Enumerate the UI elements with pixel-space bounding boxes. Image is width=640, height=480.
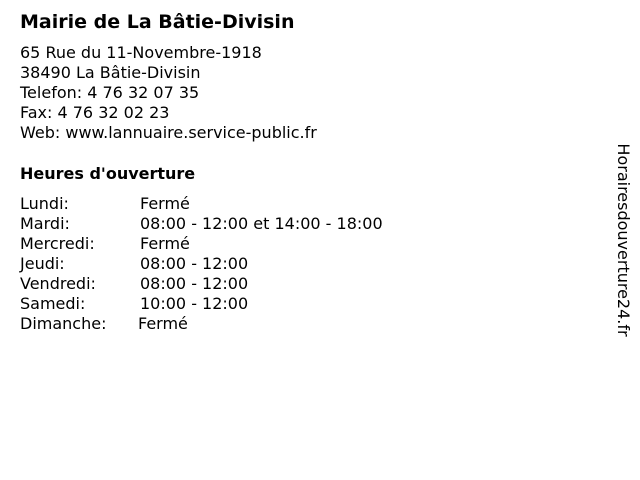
address-block bbox=[20, 43, 317, 143]
opening-hours-list bbox=[20, 194, 440, 334]
day-label: Lundi: bbox=[20, 194, 69, 213]
day-label: Samedi: bbox=[20, 294, 86, 313]
fax-number: Fax: 4 76 32 02 23 bbox=[20, 103, 170, 122]
hours-row-saturday bbox=[20, 294, 440, 314]
day-hours: Fermé bbox=[140, 234, 190, 253]
hours-row-monday bbox=[20, 194, 440, 214]
day-hours: 08:00 - 12:00 bbox=[140, 274, 249, 293]
page-title: Mairie de La Bâtie-Divisin bbox=[20, 11, 295, 33]
day-label: Vendredi: bbox=[20, 274, 96, 293]
hours-row-friday bbox=[20, 274, 440, 294]
day-hours: 08:00 - 12:00 bbox=[140, 254, 249, 273]
day-hours: Fermé bbox=[140, 194, 190, 213]
opening-hours-heading: Heures d'ouverture bbox=[20, 164, 196, 183]
phone-number: Telefon: 4 76 32 07 35 bbox=[20, 83, 200, 102]
postal-city: 38490 La Bâtie-Divisin bbox=[20, 63, 201, 82]
hours-row-sunday bbox=[20, 314, 440, 334]
site-watermark: Horairesdouverture24.fr bbox=[614, 143, 633, 337]
day-hours: Fermé bbox=[138, 314, 188, 333]
day-hours: 10:00 - 12:00 bbox=[140, 294, 249, 313]
day-label: Mercredi: bbox=[20, 234, 95, 253]
day-label: Dimanche: bbox=[20, 314, 107, 333]
day-label: Jeudi: bbox=[20, 254, 65, 273]
hours-row-wednesday bbox=[20, 234, 440, 254]
day-hours: 08:00 - 12:00 et 14:00 - 18:00 bbox=[140, 214, 383, 233]
street-address: 65 Rue du 11-Novembre-1918 bbox=[20, 43, 262, 62]
day-label: Mardi: bbox=[20, 214, 70, 233]
hours-row-tuesday bbox=[20, 214, 440, 234]
website: Web: www.lannuaire.service-public.fr bbox=[20, 123, 317, 142]
hours-row-thursday bbox=[20, 254, 440, 274]
